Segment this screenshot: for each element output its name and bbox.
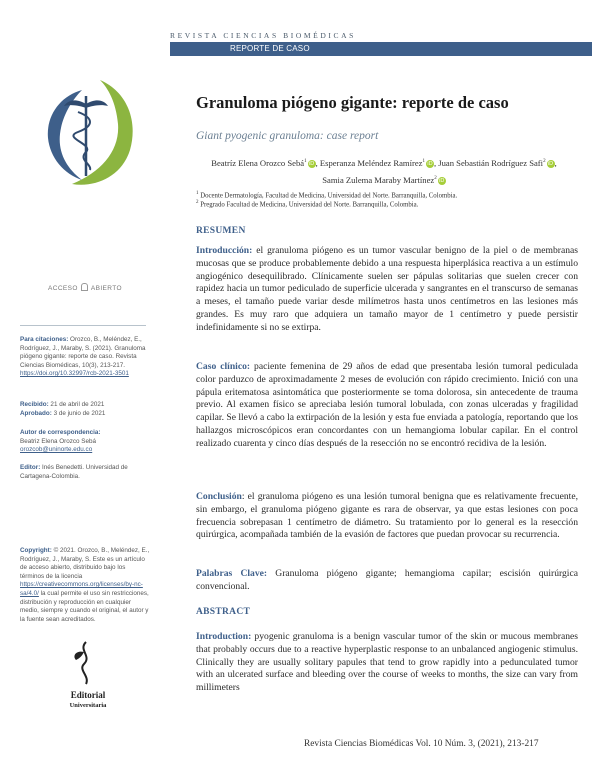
journal-name: REVISTA CIENCIAS BIOMÉDICAS <box>170 31 356 40</box>
copyright-text: © 2021. Orozco, B., Meléndez, E., Rodríguez, J., Maraby, S. Este es un artículo de acceso abierto, distribuido bajo los términos de la licencia <box>20 547 150 580</box>
author-list <box>204 154 564 188</box>
affiliation-mark: 2 <box>196 200 199 205</box>
correspondence-block <box>20 429 150 455</box>
affiliation-1 <box>196 191 457 199</box>
orcid-icon[interactable]: iD <box>427 160 433 167</box>
open-access-badge <box>48 283 122 292</box>
para-text: pyogenic granuloma is a benign vascular tumor of the skin or mucous membranes that probably occurs due to a reactive hyperplastic response to an unbalanced angiogenic stimulus. Clinically they are usually solitary papules that tend to grow rapidly into a pedunculated tumor with an ulcerated surface and bleeding over the course of weeks to months, the size can vary from millimeters <box>196 631 578 694</box>
journal-logo <box>30 72 140 192</box>
para-label: Caso clínico: <box>196 361 251 372</box>
affiliation-text: Docente Dermatología, Facultad de Medicina, Universidad del Norte. Barranquilla, Colombia. <box>200 192 458 200</box>
copyright-label: Copyright: <box>20 547 52 554</box>
para-text: Granuloma piógeno gigante; hemangioma capilar; escisión quirúrgica convencional. <box>196 568 578 592</box>
editorial-universitaria-logo <box>48 638 128 710</box>
logo-stem <box>82 642 87 684</box>
orcid-icon[interactable]: iD <box>547 160 554 167</box>
para-label: Introduction: <box>196 631 252 642</box>
correspondence-email-link[interactable]: orozcob@uninorte.edu.co <box>20 446 93 454</box>
correspondence-name: Beatriz Elena Orozco Sebá <box>20 437 96 445</box>
author-name: , Samia Zulema Maraby Martínez <box>322 157 557 185</box>
abstract-introduction <box>196 631 578 697</box>
editor-label: Editor: <box>20 464 41 471</box>
resumen-conclusion <box>196 491 578 542</box>
abstract-heading: ABSTRACT <box>196 607 251 617</box>
resumen-caso-clinico <box>196 361 578 451</box>
author-name: , Esperanza Meléndez Ramírez <box>315 157 423 168</box>
editor-value: Inés Benedetti. Universidad de Cartagena-Colombia. <box>20 464 128 480</box>
correspondence-label: Autor de correspondencia: <box>20 429 101 436</box>
approved-label: Aprobado: <box>20 409 52 417</box>
logo-leaf <box>74 652 84 660</box>
editor-block <box>20 464 150 481</box>
author-affiliation-mark: 1 <box>422 159 425 164</box>
received-date: 21 de abril de 2021 <box>48 401 105 408</box>
copyright-tail: la cual permite el uso sin restricciones, distribución y reproducción en cualquier medio, siempre y cuando el original, el autor y la fuente sean acreditados. <box>20 589 149 623</box>
citation-label: Para citaciones: <box>20 336 69 343</box>
footer-citation: Revista Ciencias Biomédicas Vol. 10 Núm. 3, (2021), 213-217 <box>304 739 539 749</box>
orcid-icon[interactable]: iD <box>439 177 445 184</box>
affiliation-mark: 1 <box>196 191 199 196</box>
palabras-clave <box>196 568 578 594</box>
logo-green-arc <box>72 80 133 185</box>
orcid-icon[interactable]: iD <box>308 160 315 167</box>
para-label: Conclusión <box>196 491 242 502</box>
author-affiliation-mark: 2 <box>434 175 437 181</box>
logo-caduceus-serpent <box>73 112 90 170</box>
dates-block <box>20 401 150 418</box>
resumen-introduccion <box>196 245 578 335</box>
open-access-left: ACCESO <box>48 285 78 292</box>
copyright-block <box>20 547 150 624</box>
author-affiliation-mark: 2 <box>543 159 546 164</box>
para-label: Introducción: <box>196 245 253 256</box>
para-text: : el granuloma piógeno es una lesión tumoral benigna que es relativamente frecuente, sin embargo, el granuloma piógeno gigante es rara de observar, ya que estas lesiones con poca frecuencia sobrepasan 1 centímetro de diámetro. Su tratamiento por lo general es la resección quirúrgica, acompañada también de la evasión de factores que puedan provocar su recurrencia. <box>196 491 578 541</box>
author-affiliation-mark: 1 <box>304 159 307 164</box>
open-access-right: ABIERTO <box>90 285 122 292</box>
affiliation-2 <box>196 200 418 208</box>
author-name: Beatríz Elena Orozco Sebá <box>211 157 305 168</box>
article-type-label: REPORTE DE CASO <box>230 44 310 53</box>
citation-text: Orozco, B., Meléndez, E., Rodríguez, J., Maraby, S. (2021). Granuloma piógeno gigante: reporte de caso. Revista Ciencias Biomédicas, 10(3), 213-217. <box>20 336 146 369</box>
para-text: el granuloma piógeno es un tumor vascular benigno de la piel o de membranas mucosas que se produce probablemente debido a una respuesta hiperplásica reactiva a un estímulo angiogénico desequilibrado. Clínicamente suelen ser pápulas solitarias que suelen crecer con rapidez hacia un tumor pediculado de superficie ulcerada y sangrantes en el transcurso de semanas a meses, el tamaño puede variar desde milímetros hasta unos centímetros en las lesiones más grandes. Es muy raro que adquiera un tamaño mayor de 1 centímetro y puede persistir indefinidamente si no se extirpa. <box>196 245 578 333</box>
editorial-line1: Editorial <box>70 690 106 700</box>
open-access-lock-icon <box>81 283 88 291</box>
editorial-line2: Universitaria <box>69 702 107 709</box>
resumen-heading: RESUMEN <box>196 226 246 236</box>
approved-date: 3 de junio de 2021 <box>51 409 106 417</box>
license-link[interactable]: https://creativecommons.org/licenses/by-nc-sa/4.0/ <box>20 581 143 597</box>
article-subtitle: Giant pyogenic granuloma: case report <box>196 130 379 142</box>
received-label: Recibido: <box>20 401 49 408</box>
doi-link[interactable]: https://doi.org/10.32997/rcb-2021-3501 <box>20 370 129 378</box>
author-name: , Juan Sebastián Rodríguez Safi <box>433 157 544 168</box>
sidebar-divider <box>20 325 146 326</box>
article-title: Granuloma piógeno gigante: reporte de caso <box>196 93 509 112</box>
para-text: paciente femenina de 29 años de edad que presentaba lesión tumoral pediculada color parduzco de aproximadamente 2 meses de evolución con rápido crecimiento. Inició con una pápula eritematosa asintomática que posteriormente se toma dolorosa, sin antecedente de trauma previo. Al examen físico se apreciaba lesión tumoral lobulada, con zonas ulceradas y fragilidad capilar. Se llevó a cabo la extirpación de la lesión y esta fue enviada a patología, reportando que los hallazgos microscópicos eran concordantes con un hemangioma lobular capilar. En el control realizado cuarenta y cinco días después de la resección no se encontró recidiva de la lesión. <box>196 361 579 449</box>
citation-block <box>20 336 150 379</box>
para-label: Palabras Clave: <box>196 568 268 579</box>
affiliation-text: Pregrado Facultad de Medicina, Universidad del Norte. Barranquilla, Colombia. <box>200 201 419 209</box>
